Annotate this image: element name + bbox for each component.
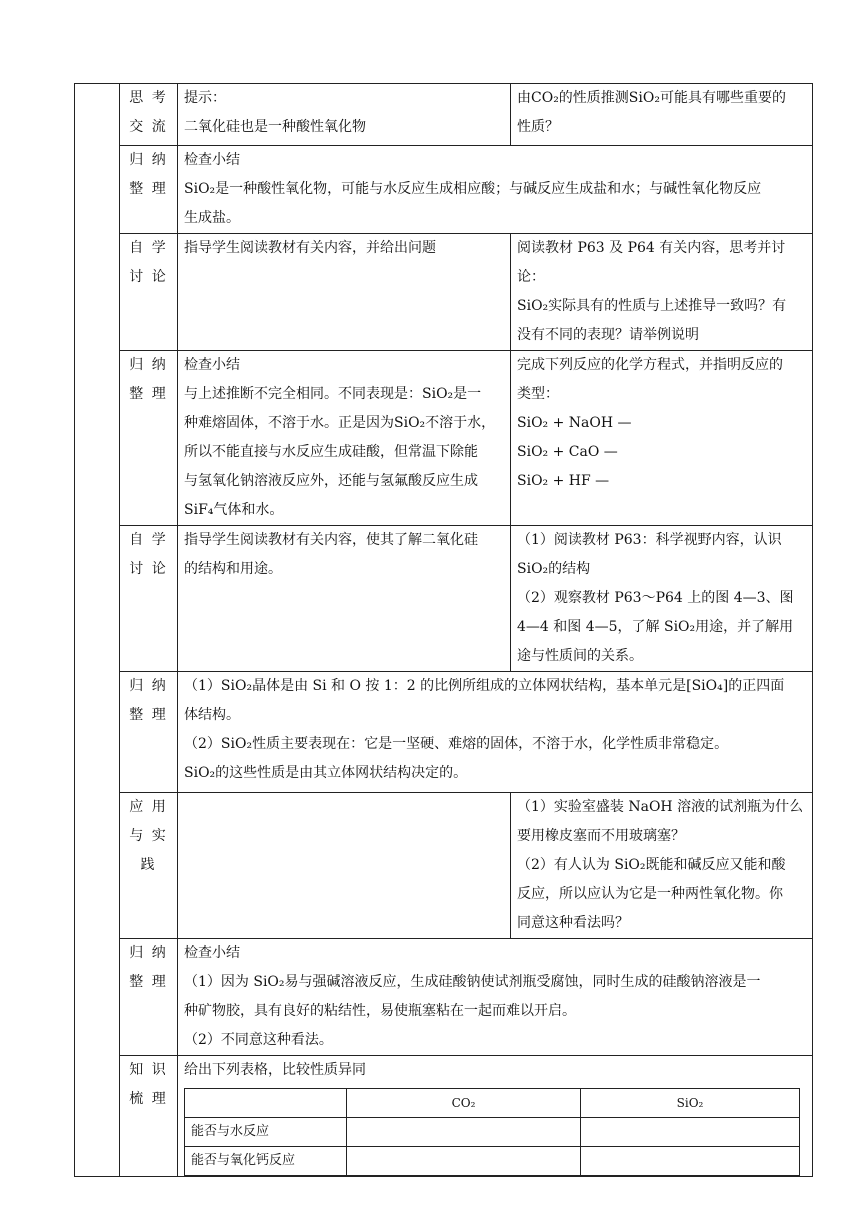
text-line: SiO₂实际具有的性质与上述推导一致吗？有 (517, 298, 787, 314)
section-label (120, 793, 178, 939)
text-line: 同意这种看法吗？ (517, 915, 629, 931)
section-label (120, 526, 178, 672)
text-line: SiO₂ + NaOH — (517, 415, 632, 431)
text-line: （1）阅读教材 P63：科学视野内容，认识 (517, 532, 782, 548)
section-label-line: 归 纳 (129, 357, 168, 373)
student-activity-cell (511, 793, 813, 939)
text-line: 性质？ (517, 119, 559, 135)
comparison-table (184, 1088, 800, 1176)
text-line: SiO₂ + HF — (517, 473, 610, 489)
section-label-line: 知 识 (129, 1062, 168, 1078)
text-line: 检查小结 (184, 152, 240, 168)
section-label-line: 交 流 (129, 119, 168, 135)
section-label (120, 672, 178, 793)
student-activity-cell (511, 351, 813, 526)
student-activity-cell (511, 234, 813, 351)
section-label-line: 归 纳 (129, 152, 168, 168)
text-line: （2）不同意这种看法。 (184, 1032, 333, 1048)
text-line: 指导学生阅读教材有关内容，并给出问题 (184, 240, 436, 256)
comparison-header-row (185, 1089, 800, 1118)
lesson-table (74, 83, 813, 1177)
text-line: 的结构和用途。 (184, 561, 282, 577)
section-label-line: 讨 论 (129, 561, 168, 577)
text-line: 生成盐。 (184, 210, 240, 226)
teacher-activity-cell (178, 234, 511, 351)
teacher-activity-cell (178, 793, 511, 939)
comparison-header-cell: CO₂ (347, 1089, 581, 1118)
text-line: 种矿物胶，具有良好的粘结性，易使瓶塞粘在一起而难以开启。 (184, 1003, 576, 1019)
comparison-cell-value (347, 1147, 581, 1176)
text-line: （1）实验室盛装 NaOH 溶液的试剂瓶为什么 (517, 799, 804, 815)
student-activity-cell (511, 526, 813, 672)
text-line: SiO₂ + CaO — (517, 444, 618, 460)
lesson-row (75, 234, 813, 351)
text-line: 4—4 和图 4—5，了解 SiO₂用途，并了解用 (517, 619, 794, 635)
section-label-line: 自 学 (129, 240, 168, 256)
text-line: 所以不能直接与水反应生成硅酸，但常温下除能 (184, 444, 478, 460)
student-activity-cell (511, 84, 813, 146)
lesson-row (75, 672, 813, 793)
lesson-row (75, 526, 813, 672)
text-line: （1）因为 SiO₂易与强碱溶液反应，生成硅酸钠使试剂瓶受腐蚀，同时生成的硅酸钠溶液是一 (184, 974, 761, 990)
comparison-intro: 给出下列表格，比较性质异同 (184, 1062, 366, 1078)
text-line: 指导学生阅读教材有关内容，使其了解二氧化硅 (184, 532, 478, 548)
text-line: 与氢氧化钠溶液反应外，还能与氢氟酸反应生成 (184, 473, 478, 489)
section-label-line: 讨 论 (129, 269, 168, 285)
text-line: （2）有人认为 SiO₂既能和碱反应又能和酸 (517, 857, 786, 873)
section-label-line: 应 用 (129, 799, 168, 815)
text-line: （2）SiO₂性质主要表现在：它是一坚硬、难熔的固体，不溶于水，化学性质非常稳定。 (184, 736, 729, 752)
section-label-line: 整 理 (129, 386, 168, 402)
lesson-row (75, 84, 813, 146)
teacher-activity-cell (178, 351, 511, 526)
section-label (120, 84, 178, 146)
text-line: （2）观察教材 P63～P64 上的图 4—3、图 (517, 590, 794, 606)
lesson-row (75, 351, 813, 526)
text-line: SiF₄气体和水。 (184, 502, 284, 518)
text-line: 二氧化硅也是一种酸性氧化物 (184, 119, 366, 135)
section-label (120, 146, 178, 234)
teacher-activity-cell (178, 526, 511, 672)
lesson-row (75, 793, 813, 939)
section-label-line: 整 理 (129, 181, 168, 197)
comparison-cell-value (581, 1147, 800, 1176)
comparison-row (185, 1147, 800, 1176)
text-line: 没有不同的表现？请举例说明 (517, 327, 699, 343)
margin-cell (75, 84, 120, 1177)
summary-cell (178, 146, 813, 234)
comparison-row (185, 1118, 800, 1147)
comparison-cell-value: 能否与水反应 (185, 1118, 347, 1147)
section-label-line: 整 理 (129, 707, 168, 723)
section-label-line: 践 (140, 857, 157, 873)
text-line: （1）SiO₂晶体是由 Si 和 O 按 1：2 的比例所组成的立体网状结构，基本单元是[SiO₄]的正四面 (184, 678, 785, 694)
section-label (120, 1056, 178, 1177)
text-line: 种难熔固体，不溶于水。正是因为SiO₂不溶于水， (184, 415, 496, 431)
text-line: 体结构。 (184, 707, 240, 723)
section-label-line: 与 实 (129, 828, 168, 844)
section-label-line: 思 考 (129, 90, 168, 106)
section-label-line: 归 纳 (129, 678, 168, 694)
text-line: 检查小结 (184, 945, 240, 961)
section-label-line: 归 纳 (129, 945, 168, 961)
comparison-cell-value: 能否与氧化钙反应 (185, 1147, 347, 1176)
comparison-cell-value (347, 1118, 581, 1147)
text-line: 完成下列反应的化学方程式，并指明反应的 (517, 357, 783, 373)
text-line: SiO₂是一种酸性氧化物，可能与水反应生成相应酸；与碱反应生成盐和水；与碱性氧化物反应 (184, 181, 762, 197)
section-label (120, 234, 178, 351)
text-line: 类型： (517, 386, 559, 402)
text-line: SiO₂的这些性质是由其立体网状结构决定的。 (184, 765, 468, 781)
section-label-line: 整 理 (129, 974, 168, 990)
text-line: 由CO₂的性质推测SiO₂可能具有哪些重要的 (517, 90, 786, 106)
text-line: 检查小结 (184, 357, 240, 373)
summary-cell (178, 672, 813, 793)
lesson-row (75, 146, 813, 234)
comparison-cell-value (581, 1118, 800, 1147)
text-line: 提示： (184, 90, 226, 106)
comparison-cell (178, 1056, 813, 1177)
comparison-header-cell (185, 1089, 347, 1118)
text-line: 阅读教材 P63 及 P64 有关内容，思考并讨论： (517, 240, 786, 285)
section-label (120, 939, 178, 1056)
summary-cell (178, 939, 813, 1056)
text-line: 途与性质间的关系。 (517, 648, 643, 664)
teacher-activity-cell (178, 84, 511, 146)
text-line: SiO₂的结构 (517, 561, 591, 577)
lesson-row (75, 939, 813, 1056)
section-label-line: 梳 理 (129, 1091, 168, 1107)
text-line: 与上述推断不完全相同。不同表现是：SiO₂是一 (184, 386, 482, 402)
text-line: 要用橡皮塞而不用玻璃塞？ (517, 828, 685, 844)
comparison-header-cell: SiO₂ (581, 1089, 800, 1118)
section-label (120, 351, 178, 526)
lesson-row (75, 1056, 813, 1177)
section-label-line: 自 学 (129, 532, 168, 548)
text-line: 反应，所以应认为它是一种两性氧化物。你 (517, 886, 783, 902)
